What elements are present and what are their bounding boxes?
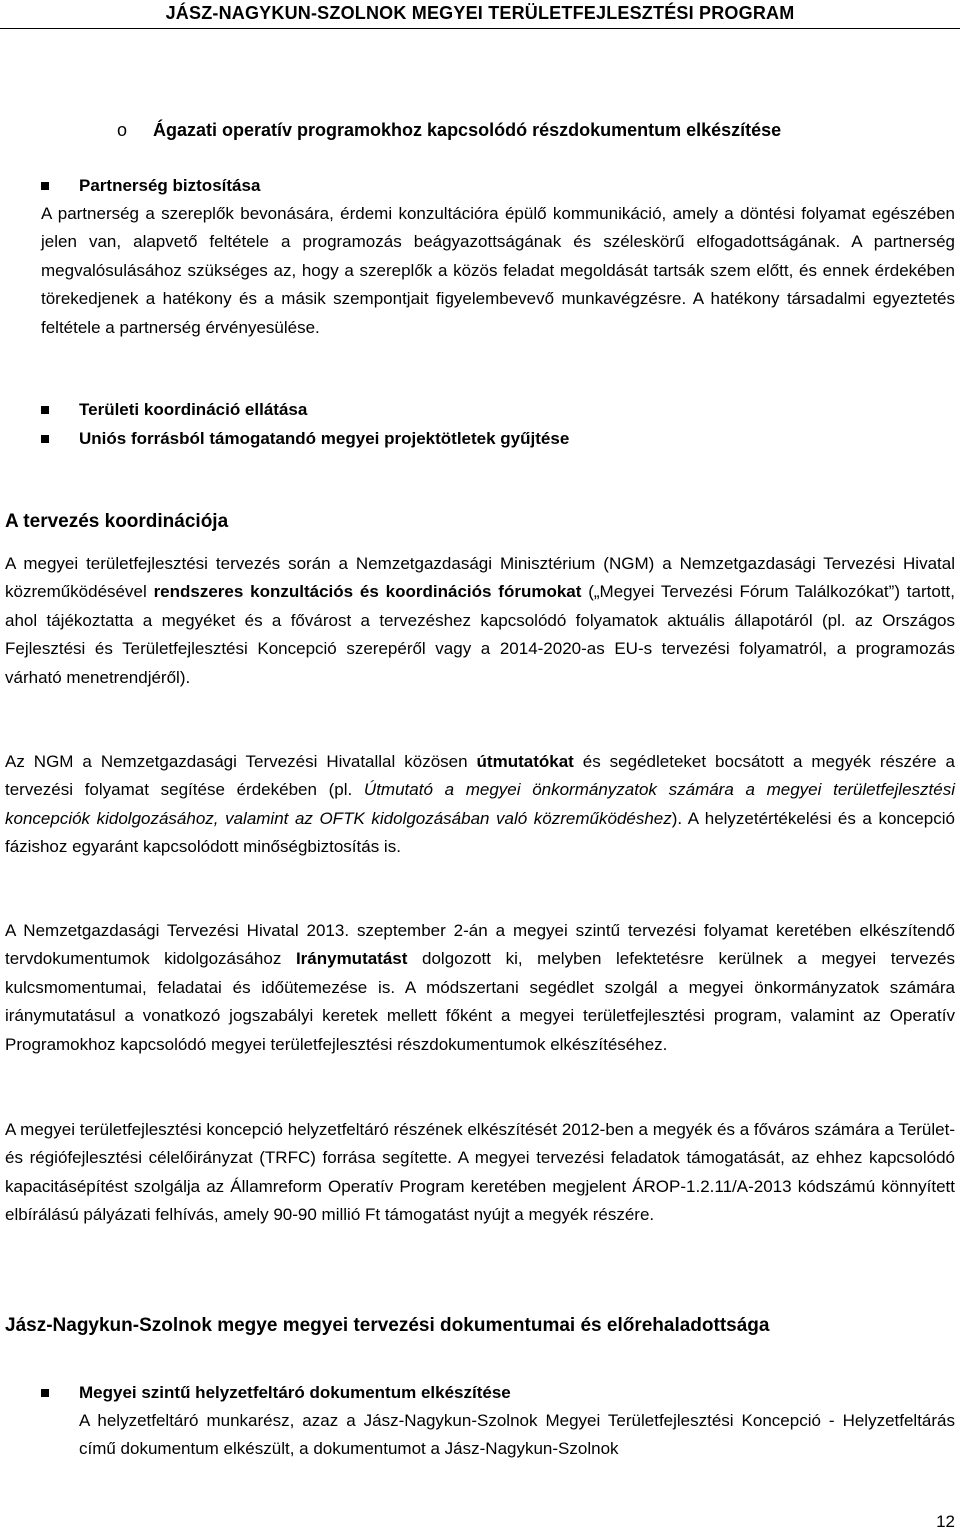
square-bullet-icon — [41, 406, 49, 414]
p3-text-c: dolgozott ki, melyben lefektetésre kerülnek a megyei tervezés kulcsmomentumai, feladatai és időütemezése is. A módszertani segédlet szolgál a megyei önkormányzatok számára iránymutatásul a vonatkozó jogszabályi keretek mellett főként a megyei területfejlesztési program, valamint az Operatív Programokhoz kapcsolódó megyei területfejlesztési részdokumentumok elkészítéséhez. — [5, 949, 956, 1054]
p1-bold: rendszeres konzultációs és koordinációs fórumokat — [153, 582, 582, 602]
sub-item-title: Ágazati operatív programokhoz kapcsolódó részdokumentum elkészítése — [153, 120, 782, 140]
partnerseg-text: A partnerség a szereplők bevonására, érdemi konzultációra épülő kommunikáció, amely a döntési folyamat egészében jelen van, alapvető feltétele a programozás beágyazottságának és széleskörű elfogadottságának. A partnerség megvalósulásához szükséges az, hogy a szereplők a közös feladat megoldását tartsák szem előtt, és ennek érdekében törekedjenek a hatékony és a másik szempontjait figyelembevevő munkavégzésre. A hatékony társadalmi egyeztetés feltétele a partnerség érvényesülése. — [41, 204, 955, 337]
megyei-helyzetfeltaro-title: Megyei szintű helyzetfeltáró dokumentum elkészítése — [79, 1383, 511, 1402]
page-header — [0, 0, 960, 29]
paragraph-2 — [5, 748, 955, 862]
section-title-tervezes-koordinacioja: A tervezés koordinációja — [5, 511, 229, 532]
circle-bullet-icon: o — [117, 120, 128, 140]
bullet-projektotletek: Uniós forrásból támogatandó megyei projektötletek gyűjtése — [79, 429, 570, 448]
p2-text-e: ). A helyzetértékelési és a koncepció fázishoz egyaránt kapcsolódott minőségbiztosítás is. — [5, 808, 955, 857]
p2-text-a: Az NGM a Nemzetgazdasági Tervezési Hivatallal közösen — [5, 752, 477, 771]
paragraph-1 — [5, 550, 955, 692]
paragraph-3 — [5, 917, 955, 1059]
header-title: JÁSZ-NAGYKUN-SZOLNOK MEGYEI TERÜLETFEJLESZTÉSI PROGRAM — [165, 3, 795, 23]
p3-text-a: A Nemzetgazdasági Tervezési Hivatal 2013. szeptember 2-án a megyei szintű tervezési folyamat keretében elkészítendő tervdokumentumok kidolgozásához — [5, 921, 955, 969]
page-number: 12 — [936, 1512, 955, 1531]
paragraph-4: A megyei területfejlesztési koncepció helyzetfeltáró részének elkészítését 2012-ben a megyék és a főváros számára a Terület- és régiófejlesztési célelőirányzat (TRFC) forrása segítette. A megyei tervezési feladatok támogatását, az ehhez kapcsolódó kapacitásépítést szolgálja az Államreform Operatív Program keretében megjelent ÁROP-1.2.11/A-2013 kódszámú könnyített elbírálású pályázati felhívás, amely 90-90 millió Ft támogatást nyújt a megyék részére. — [5, 1120, 955, 1225]
p2-italic: Útmutató a megyei önkormányzatok számára a megyei területfejlesztési koncepciók kidolgozásához, valamint az OFTK kidolgozásában való közreműködéshez — [5, 780, 955, 828]
square-bullet-icon — [41, 435, 49, 443]
p1-text-a: A megyei területfejlesztési tervezés során a Nemzetgazdasági Minisztérium (NGM) a Nemzetgazdasági Tervezési Hivatal közreműködésével — [5, 554, 955, 602]
megyei-helyzetfeltaro-text: A helyzetfeltáró munkarész, azaz a Jász-Nagykun-Szolnok Megyei Területfejlesztési Koncepció - Helyzetfeltárás című dokumentum elkészült, a dokumentumot a Jász-Nagykun-Szolnok — [79, 1411, 955, 1459]
p3-bold: Iránymutatást — [295, 949, 408, 969]
bullet-teruleti-koordinacio: Területi koordináció ellátása — [79, 400, 308, 419]
p2-text-c: és segédleteket bocsátott a megyék részére a tervezési folyamat segítése érdekében (pl. — [5, 752, 955, 800]
square-bullet-icon — [41, 1389, 49, 1397]
p1-text-c: („Megyei Tervezési Fórum Találkozókat”) tartott, ahol tájékoztatta a megyéket és a fővárost a tervezéshez kapcsolódó folyamatok aktuális állapotáról (pl. az Országos Fejlesztési és Területfejlesztési Koncepció szerepéről vagy a 2014-2020-as EU-s tervezési folyamatról, a programozás várható menetrendjéről). — [5, 582, 955, 687]
square-bullet-icon — [41, 182, 49, 190]
partnerseg-title: Partnerség biztosítása — [79, 176, 261, 195]
section-title-dokumentumai: Jász-Nagykun-Szolnok megye megyei tervezési dokumentumai és előrehaladottsága — [5, 1315, 770, 1336]
p2-bold: útmutatókat — [476, 752, 574, 771]
